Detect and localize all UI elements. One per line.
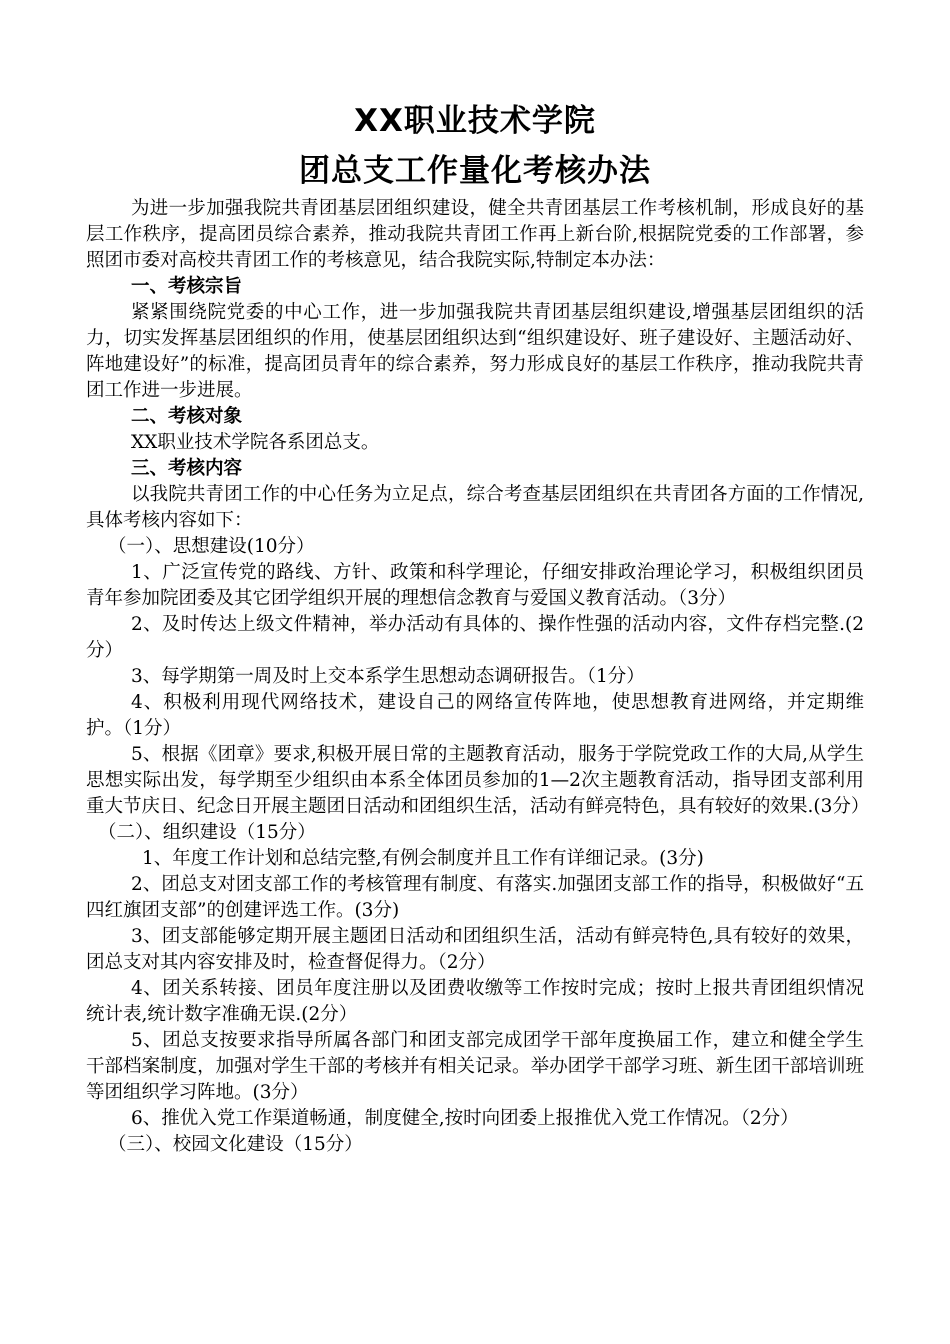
list-item: 5、根据《团章》要求,积极开展日常的主题教育活动，服务于学院党政工作的大局,从学生思想实际出发，每学期至少组织由本系全体团员参加的1—2次主题教育活动，指导团支部利用重大节庆日、纪念日开展主题团日活动和团组织生活，活动有鲜亮特色，具有较好的效果.(3分） <box>86 744 870 817</box>
list-item: 2、团总支对团支部工作的考核管理有制度、有落实.加强团支部工作的指导，积极做好“五四红旗团支部”的创建评选工作。(3分) <box>86 874 864 921</box>
list-item: 2、及时传达上级文件精神，举办活动有具体的、操作性强的活动内容，文件存档完整.(2分） <box>86 614 864 661</box>
section-text-purpose: 紧紧围绕院党委的中心工作，进一步加强我院共青团基层组织建设,增强基层团组织的活力，切实发挥基层团组织的作用，使基层团组织达到“组织建设好、班子建设好、主题活动好、阵地建设好”的标准，提高团员青年的综合素养，努力形成良好的基层工作秩序，推动我院共青团工作进一步进展。 <box>86 302 864 401</box>
subsection-heading-ideology: （一）、思想建设(10分） <box>108 536 315 557</box>
list-item: 1、年度工作计划和总结完整,有例会制度并且工作有详细记录。(3分) <box>142 848 704 869</box>
subsection-heading-organization: （二）、组织建设（15分） <box>98 822 316 843</box>
subsection-heading-campus-culture: （三）、校园文化建设（15分） <box>108 1134 363 1155</box>
list-item: 3、团支部能够定期开展主题团日活动和团组织生活，活动有鲜亮特色,具有较好的效果，团总支对其内容安排及时，检查督促得力。（2分） <box>86 926 864 973</box>
list-item: 1、广泛宣传党的路线、方针、政策和科学理论，仔细安排政治理论学习，积极组织团员青年参加院团委及其它团学组织开展的理想信念教育与爱国义教育活动。（3分） <box>86 562 864 609</box>
document-page <box>86 96 870 1158</box>
section-heading-purpose: 一、考核宗旨 <box>131 276 243 297</box>
section-text-target: XX职业技术学院各系团总支。 <box>131 432 380 453</box>
section-heading-target: 二、考核对象 <box>131 406 243 427</box>
intro-paragraph: 为进一步加强我院共青团基层团组织建设，健全共青团基层工作考核机制，形成良好的基层工作秩序，提高团员综合素养，推动我院共青团工作再上新台阶,根据院党委的工作部署，参照团市委对高校共青团工作的考核意见，结合我院实际,特制定本办法： <box>86 198 864 271</box>
section-heading-content: 三、考核内容 <box>131 458 243 479</box>
document-title-line2: 团总支工作量化考核办法 <box>299 153 651 189</box>
list-item: 5、团总支按要求指导所属各部门和团支部完成团学干部年度换届工作，建立和健全学生干部档案制度，加强对学生干部的考核并有相关记录。举办团学干部学习班、新生团干部培训班等团组织学习阵地。(3分） <box>86 1030 864 1103</box>
list-item: 3、每学期第一周及时上交本系学生思想动态调研报告。（1分） <box>131 666 645 687</box>
list-item: 4、团关系转接、团员年度注册以及团费收缴等工作按时完成；按时上报共青团组织情况统计表,统计数字准确无误.(2分） <box>86 978 864 1025</box>
list-item: 6、推优入党工作渠道畅通，制度健全,按时向团委上报推优入党工作情况。（2分） <box>131 1108 799 1129</box>
section-text-content: 以我院共青团工作的中心任务为立足点，综合考查基层团组织在共青团各方面的工作情况,具体考核内容如下： <box>86 484 864 531</box>
list-item: 4、积极利用现代网络技术，建设自己的网络宣传阵地，使思想教育进网络，并定期维护。（1分） <box>86 692 864 739</box>
document-title-line1: XX职业技术学院 <box>354 103 596 139</box>
